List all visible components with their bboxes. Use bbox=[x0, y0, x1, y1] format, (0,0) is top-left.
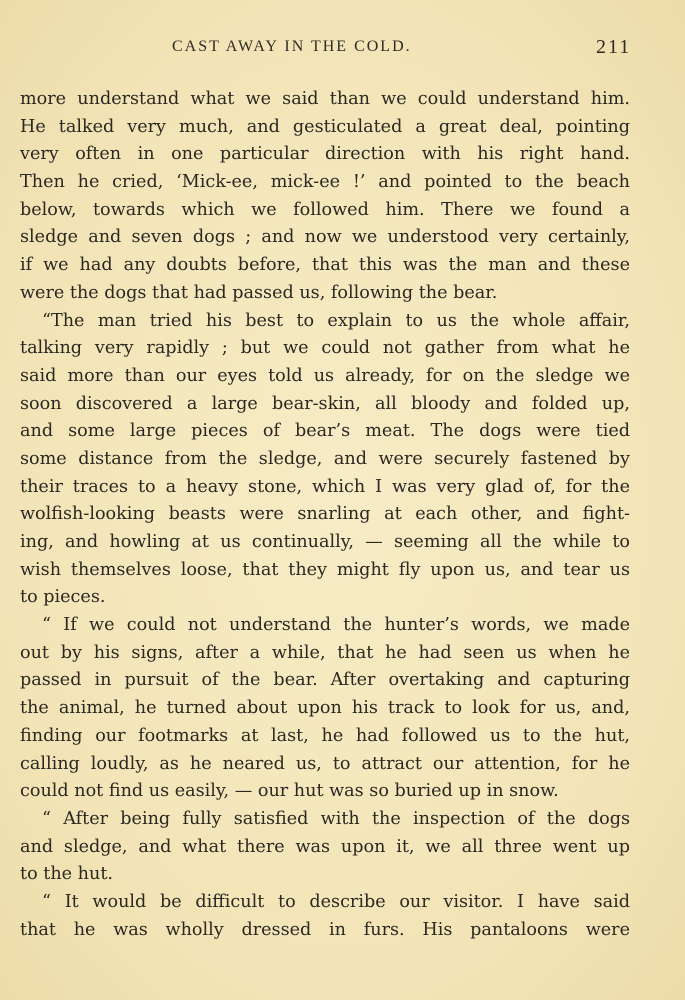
text-line: soon discovered a large bear-skin, all bloody and folded up, bbox=[20, 393, 630, 414]
text-line: their traces to a heavy stone, which I was very glad of, for the bbox=[20, 476, 630, 497]
text-line: Then he cried, ‘Mick-ee, mick-ee !’ and pointed to the beach bbox=[20, 172, 630, 193]
text-line: calling loudly, as he neared us, to attract our attention, for he bbox=[20, 753, 630, 774]
text-line: sledge and seven dogs ; and now we understood very certainly, bbox=[20, 227, 630, 248]
text-line: wolfish-looking beasts were snarling at each other, and fight- bbox=[20, 504, 630, 525]
text-line: and sledge, and what there was upon it, we all three went up bbox=[20, 836, 630, 857]
text-line: finding our footmarks at last, he had followed us to the hut, bbox=[20, 725, 630, 746]
text-line: “ After being fully satisfied with the inspection of the dogs bbox=[42, 808, 630, 829]
paragraph bbox=[20, 612, 630, 806]
text-line: were the dogs that had passed us, following the bear. bbox=[20, 282, 498, 303]
text-line: if we had any doubts before, that this was the man and these bbox=[20, 255, 630, 276]
text-line: passed in pursuit of the bear. After overtaking and capturing bbox=[20, 670, 630, 691]
text-line: ing, and howling at us continually, — seeming all the while to bbox=[20, 532, 630, 552]
text-line: to the hut. bbox=[20, 864, 113, 885]
text-line: He talked very much, and gesticulated a great deal, pointing bbox=[20, 116, 630, 137]
text-line: “The man tried his best to explain to us the whole affair, bbox=[42, 310, 630, 331]
text-line: some distance from the sledge, and were securely fastened by bbox=[20, 448, 630, 469]
body-text bbox=[20, 86, 630, 944]
text-line: out by his signs, after a while, that he had seen us when he bbox=[20, 642, 630, 663]
text-line: could not find us easily, — our hut was so buried up in snow. bbox=[20, 781, 559, 802]
text-line: very often in one particular direction with his right hand. bbox=[20, 144, 630, 165]
running-header bbox=[0, 36, 685, 62]
paragraph bbox=[20, 308, 630, 613]
text-line: that he was wholly dressed in furs. His pantaloons were bbox=[20, 919, 630, 940]
text-line: “ It would be difficult to describe our visitor. I have said bbox=[42, 891, 630, 912]
text-line: and some large pieces of bear’s meat. The dogs were tied bbox=[20, 421, 630, 442]
text-line: wish themselves loose, that they might fly upon us, and tear us bbox=[20, 559, 630, 580]
text-line: the animal, he turned about upon his track to look for us, and, bbox=[20, 698, 630, 719]
text-line: more understand what we said than we could understand him. bbox=[20, 89, 630, 109]
paragraph bbox=[20, 806, 630, 889]
text-line: below, towards which we followed him. There we found a bbox=[20, 199, 630, 220]
text-line: to pieces. bbox=[20, 587, 106, 608]
running-title: CAST AWAY IN THE COLD. bbox=[172, 38, 412, 55]
text-line: “ If we could not understand the hunter’s words, we made bbox=[42, 615, 630, 636]
text-line: talking very rapidly ; but we could not gather from what he bbox=[20, 338, 630, 359]
page-number: 211 bbox=[596, 36, 632, 58]
paragraph bbox=[20, 889, 630, 944]
text-line: said more than our eyes told us already, for on the sledge we bbox=[20, 365, 630, 386]
paragraph bbox=[20, 86, 630, 308]
